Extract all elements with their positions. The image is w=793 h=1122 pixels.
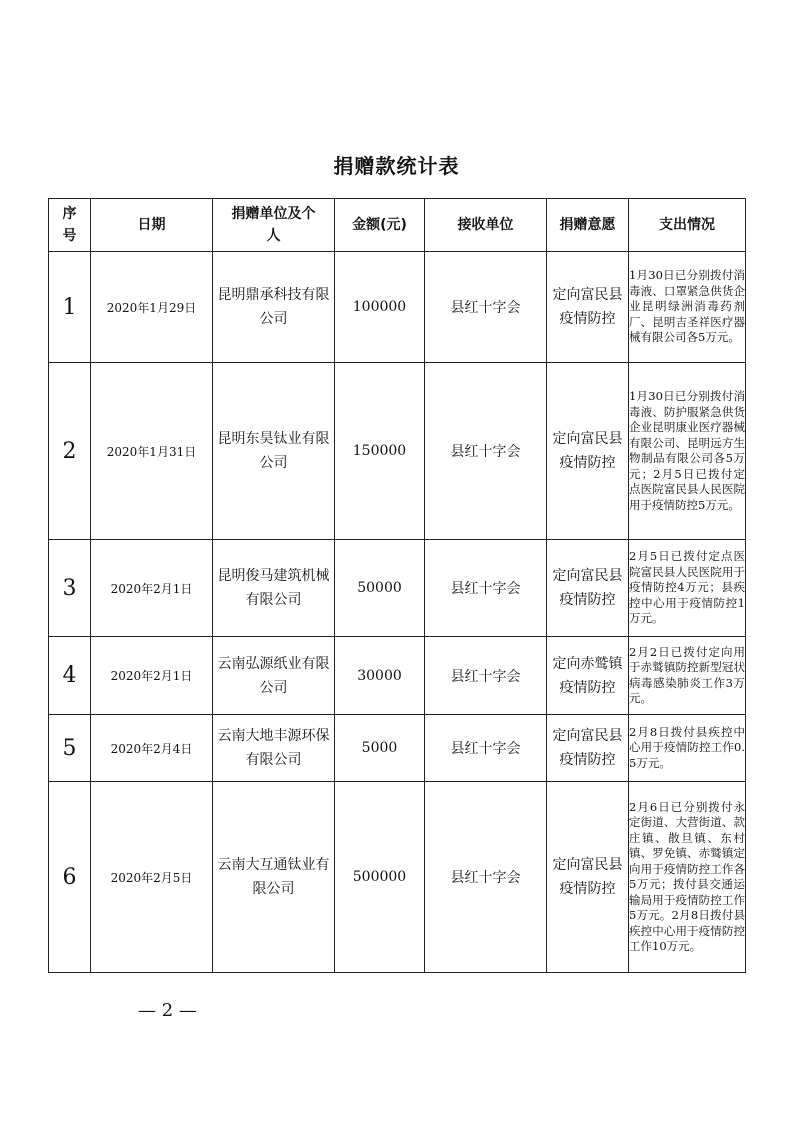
header-date: 日期 bbox=[91, 199, 213, 252]
row-purpose: 定向富民县疫情防控 bbox=[547, 540, 629, 637]
table-row bbox=[49, 782, 746, 973]
row-spending: 2月2日已拨付定向用于赤鹫镇防控新型冠状病毒感染肺炎工作3万元。 bbox=[629, 637, 746, 715]
row-seq: 2 bbox=[49, 363, 91, 540]
row-recipient: 县红十字会 bbox=[425, 540, 547, 637]
row-date: 2020年1月29日 bbox=[91, 252, 213, 363]
row-amount: 500000 bbox=[335, 782, 425, 973]
donation-table bbox=[48, 198, 746, 973]
table-row bbox=[49, 363, 746, 540]
row-spending: 2月5日已拨付定点医院富民县人民医院用于疫情防控4万元；县疾控中心用于疫情防控1万元。 bbox=[629, 540, 746, 637]
page-number: — 2 — bbox=[138, 1000, 197, 1021]
header-donor: 捐赠单位及个人 bbox=[213, 199, 335, 252]
row-donor: 昆明东昊钛业有限公司 bbox=[213, 363, 335, 540]
row-purpose: 定向富民县疫情防控 bbox=[547, 715, 629, 782]
row-purpose: 定向富民县疫情防控 bbox=[547, 363, 629, 540]
header-seq: 序号 bbox=[49, 199, 91, 252]
table-row bbox=[49, 637, 746, 715]
row-amount: 30000 bbox=[335, 637, 425, 715]
header-row bbox=[49, 199, 746, 252]
row-spending: 2月6日已分别拨付永定街道、大营街道、款庄镇、散旦镇、东村镇、罗免镇、赤鹫镇定向用于疫情防控工作各5万元；拨付县交通运输局用于疫情防控工作5万元。2月8日拨付县疾控中心用于疫情防控工作10万元。 bbox=[629, 782, 746, 973]
table-title: 捐赠款统计表 bbox=[333, 154, 460, 178]
row-seq: 5 bbox=[49, 715, 91, 782]
row-donor: 云南大地丰源环保有限公司 bbox=[213, 715, 335, 782]
table-row bbox=[49, 715, 746, 782]
row-amount: 5000 bbox=[335, 715, 425, 782]
row-date: 2020年2月1日 bbox=[91, 540, 213, 637]
row-purpose: 定向富民县疫情防控 bbox=[547, 252, 629, 363]
header-amount: 金额(元) bbox=[335, 199, 425, 252]
row-donor: 云南弘源纸业有限公司 bbox=[213, 637, 335, 715]
row-recipient: 县红十字会 bbox=[425, 782, 547, 973]
row-date: 2020年2月4日 bbox=[91, 715, 213, 782]
row-spending: 2月8日拨付县疾控中心用于疫情防控工作0.5万元。 bbox=[629, 715, 746, 782]
row-seq: 6 bbox=[49, 782, 91, 973]
row-purpose: 定向赤鹫镇疫情防控 bbox=[547, 637, 629, 715]
row-seq: 3 bbox=[49, 540, 91, 637]
row-recipient: 县红十字会 bbox=[425, 363, 547, 540]
header-spending: 支出情况 bbox=[629, 199, 746, 252]
row-spending: 1月30日已分别拨付消毒液、防护服紧急供货企业昆明康业医疗器械有限公司、昆明远方生物制品有限公司各5万元；2月5日已拨付定点医院富民县人民医院用于疫情防控5万元。 bbox=[629, 363, 746, 540]
header-recipient: 接收单位 bbox=[425, 199, 547, 252]
row-donor: 昆明鼎承科技有限公司 bbox=[213, 252, 335, 363]
row-seq: 4 bbox=[49, 637, 91, 715]
row-amount: 50000 bbox=[335, 540, 425, 637]
table-row bbox=[49, 252, 746, 363]
row-donor: 云南大互通钛业有限公司 bbox=[213, 782, 335, 973]
row-date: 2020年1月31日 bbox=[91, 363, 213, 540]
row-amount: 100000 bbox=[335, 252, 425, 363]
row-seq: 1 bbox=[49, 252, 91, 363]
row-spending: 1月30日已分别拨付消毒液、口罩紧急供货企业昆明绿洲消毒药剂厂、昆明吉圣祥医疗器械有限公司各5万元。 bbox=[629, 252, 746, 363]
row-purpose: 定向富民县疫情防控 bbox=[547, 782, 629, 973]
row-donor: 昆明俊马建筑机械有限公司 bbox=[213, 540, 335, 637]
row-recipient: 县红十字会 bbox=[425, 252, 547, 363]
row-amount: 150000 bbox=[335, 363, 425, 540]
row-recipient: 县红十字会 bbox=[425, 715, 547, 782]
row-date: 2020年2月1日 bbox=[91, 637, 213, 715]
row-recipient: 县红十字会 bbox=[425, 637, 547, 715]
table-row bbox=[49, 540, 746, 637]
row-date: 2020年2月5日 bbox=[91, 782, 213, 973]
header-purpose: 捐赠意愿 bbox=[547, 199, 629, 252]
